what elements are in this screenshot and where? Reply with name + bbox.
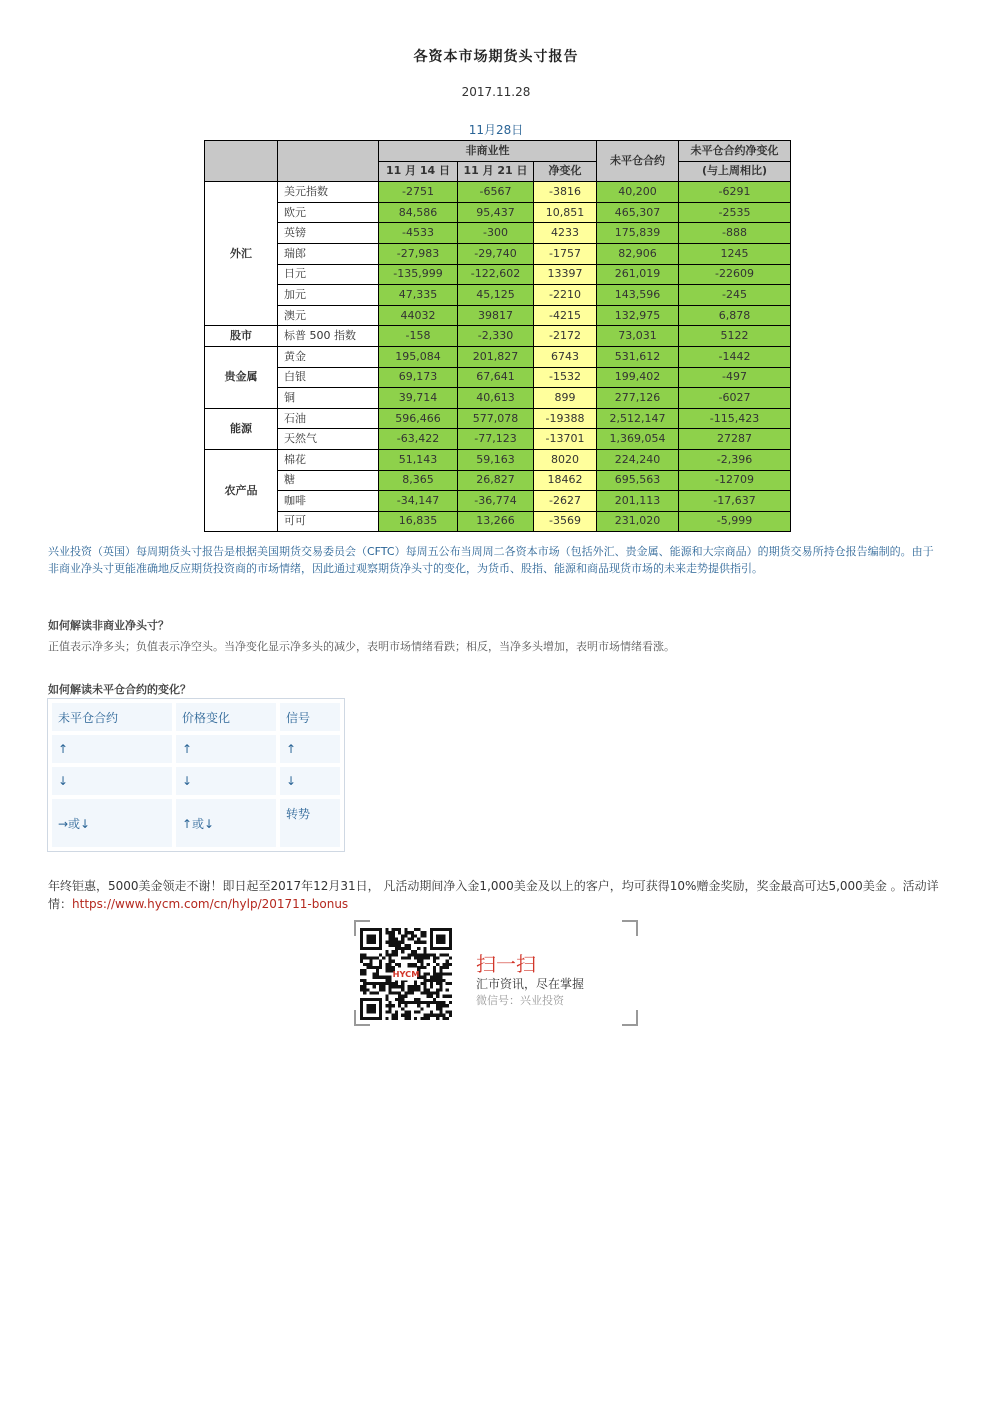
open-interest-cell: 201,113 — [597, 491, 679, 512]
report-date: 2017.11.28 — [461, 85, 531, 99]
signal-header-oi: 未平仓合约 — [52, 703, 172, 731]
intro-paragraph: 兴业投资（英国）每周期货头寸报告是根据美国期货交易委员会（CFTC）每周五公布当周周二各资本市场（包括外汇、贵金属、能源和大宗商品）的期货交易所持仓报告编制的。由于非商业净头寸更能准确地反应期货投资商的市场情绪，因此通过观察期货净头寸的变化，为货币、股指、能源和商品现货市场的未来走势提供指引。 — [48, 545, 934, 575]
nov14-cell: -34,147 — [379, 491, 458, 512]
name-cell: 天然气 — [278, 429, 379, 450]
oi-change-cell: 1245 — [679, 243, 791, 264]
nov21-cell: -36,774 — [458, 491, 534, 512]
nov21-cell: -29,740 — [458, 243, 534, 264]
open-interest-cell: 143,596 — [597, 285, 679, 306]
nov14-cell: 44032 — [379, 305, 458, 326]
header-oi-change-note: (与上周相比) — [679, 161, 791, 182]
oi-change-cell: -2535 — [679, 202, 791, 223]
oi-change-cell: -497 — [679, 367, 791, 388]
nov14-cell: 69,173 — [379, 367, 458, 388]
promo-text: 年终钜惠，5000美金领走不谢！即日起至2017年12月31日， 凡活动期间净入金1,000美金及以上的客户，均可获得10%赠金奖励，奖金最高可达5,000美金 。活动详情： — [48, 879, 939, 911]
signal-row — [52, 735, 340, 763]
table-row — [205, 202, 791, 223]
oi-change-cell: 5122 — [679, 326, 791, 347]
signal-row — [52, 767, 340, 795]
promo-paragraph — [48, 877, 944, 913]
oi-change-cell: -6027 — [679, 388, 791, 409]
oi-change-cell: 6,878 — [679, 305, 791, 326]
table-row — [205, 367, 791, 388]
nov21-cell: -77,123 — [458, 429, 534, 450]
open-interest-cell: 695,563 — [597, 470, 679, 491]
change-cell: -2172 — [534, 326, 597, 347]
change-cell: -19388 — [534, 408, 597, 429]
name-cell: 瑞郎 — [278, 243, 379, 264]
nov14-cell: -158 — [379, 326, 458, 347]
nov14-cell: 195,084 — [379, 346, 458, 367]
qr-logo-text: HYCM — [392, 968, 420, 979]
nov14-cell: 51,143 — [379, 449, 458, 470]
change-cell: -1757 — [534, 243, 597, 264]
header-noncommercial: 非商业性 — [379, 141, 597, 162]
qr-slogan: 汇市资讯，尽在掌握 — [476, 977, 585, 991]
nov14-cell: -63,422 — [379, 429, 458, 450]
category-cell: 外汇 — [205, 182, 278, 326]
open-interest-cell: 1,369,054 — [597, 429, 679, 450]
name-cell: 可可 — [278, 511, 379, 532]
wechat-id: 微信号：兴业投资 — [476, 994, 564, 1007]
name-cell: 棉花 — [278, 449, 379, 470]
open-interest-cell: 465,307 — [597, 202, 679, 223]
oi-change-cell: -5,999 — [679, 511, 791, 532]
change-cell: -2627 — [534, 491, 597, 512]
qr-card — [354, 920, 638, 1026]
frame-corner — [622, 920, 638, 936]
promo-link[interactable]: https://www.hycm.com/cn/hylp/201711-bonus — [72, 897, 349, 911]
open-interest-cell: 531,612 — [597, 346, 679, 367]
oi-change-cell: -12709 — [679, 470, 791, 491]
signal-cell: ↑ — [176, 735, 276, 763]
header-oi-change: 未平仓合约净变化 — [679, 141, 791, 162]
open-interest-cell: 261,019 — [597, 264, 679, 285]
open-interest-cell: 82,906 — [597, 243, 679, 264]
open-interest-cell: 40,200 — [597, 182, 679, 203]
signal-cell: →或↓ — [52, 799, 172, 847]
table-row — [205, 511, 791, 532]
oi-change-cell: -22609 — [679, 264, 791, 285]
oi-change-cell: -6291 — [679, 182, 791, 203]
signal-row — [52, 799, 340, 847]
table-row — [205, 449, 791, 470]
name-cell: 美元指数 — [278, 182, 379, 203]
nov14-cell: -27,983 — [379, 243, 458, 264]
signal-cell: ↓ — [176, 767, 276, 795]
signal-cell: ↑ — [280, 735, 340, 763]
oi-change-cell: -888 — [679, 223, 791, 244]
open-interest-cell: 199,402 — [597, 367, 679, 388]
nov21-cell: 67,641 — [458, 367, 534, 388]
open-interest-cell: 224,240 — [597, 449, 679, 470]
table-row — [205, 388, 791, 409]
name-cell: 日元 — [278, 264, 379, 285]
name-cell: 咖啡 — [278, 491, 379, 512]
table-row — [205, 243, 791, 264]
name-cell: 黄金 — [278, 346, 379, 367]
report-subdate: 11月28日 — [468, 123, 524, 137]
change-cell: 8020 — [534, 449, 597, 470]
category-cell: 贵金属 — [205, 346, 278, 408]
table-row — [205, 408, 791, 429]
change-cell: 10,851 — [534, 202, 597, 223]
signal-table — [47, 698, 345, 852]
signal-cell: ↑ — [52, 735, 172, 763]
oi-change-cell: -115,423 — [679, 408, 791, 429]
header-nov21: 11 月 21 日 — [458, 161, 534, 182]
nov14-cell: 596,466 — [379, 408, 458, 429]
table-row — [205, 429, 791, 450]
change-cell: -4215 — [534, 305, 597, 326]
nov21-cell: -300 — [458, 223, 534, 244]
category-cell: 农产品 — [205, 449, 278, 531]
open-interest-cell: 132,975 — [597, 305, 679, 326]
page-title: 各资本市场期货头寸报告 — [413, 49, 579, 65]
change-cell: 6743 — [534, 346, 597, 367]
header-change: 净变化 — [534, 161, 597, 182]
header-nov14: 11 月 14 日 — [379, 161, 458, 182]
table-row — [205, 491, 791, 512]
name-cell: 糖 — [278, 470, 379, 491]
cot-table — [204, 140, 791, 532]
faq2-question: 如何解读未平仓合约的变化？ — [48, 683, 191, 696]
table-row — [205, 326, 791, 347]
name-cell: 铜 — [278, 388, 379, 409]
signal-cell: ↑或↓ — [176, 799, 276, 847]
nov21-cell: 39817 — [458, 305, 534, 326]
nov21-cell: 13,266 — [458, 511, 534, 532]
name-cell: 标普 500 指数 — [278, 326, 379, 347]
table-row — [205, 285, 791, 306]
signal-cell: ↓ — [52, 767, 172, 795]
name-cell: 英镑 — [278, 223, 379, 244]
oi-change-cell: -17,637 — [679, 491, 791, 512]
table-row — [205, 264, 791, 285]
nov21-cell: 45,125 — [458, 285, 534, 306]
header-blank-category — [205, 141, 278, 182]
cot-table-body — [205, 182, 791, 532]
nov14-cell: 47,335 — [379, 285, 458, 306]
nov21-cell: 201,827 — [458, 346, 534, 367]
nov21-cell: -2,330 — [458, 326, 534, 347]
qr-code-icon — [360, 928, 452, 1020]
nov21-cell: -6567 — [458, 182, 534, 203]
oi-change-cell: 27287 — [679, 429, 791, 450]
nov14-cell: -4533 — [379, 223, 458, 244]
nov14-cell: -135,999 — [379, 264, 458, 285]
nov21-cell: 577,078 — [458, 408, 534, 429]
nov21-cell: 40,613 — [458, 388, 534, 409]
nov14-cell: 8,365 — [379, 470, 458, 491]
nov21-cell: 95,437 — [458, 202, 534, 223]
header-blank-name — [278, 141, 379, 182]
table-row — [205, 346, 791, 367]
header-open-interest: 未平仓合约 — [597, 141, 679, 182]
name-cell: 欧元 — [278, 202, 379, 223]
nov14-cell: 16,835 — [379, 511, 458, 532]
name-cell: 加元 — [278, 285, 379, 306]
signal-header-price: 价格变化 — [176, 703, 276, 731]
table-row — [205, 470, 791, 491]
category-cell: 能源 — [205, 408, 278, 449]
table-row — [205, 305, 791, 326]
change-cell: -3569 — [534, 511, 597, 532]
oi-change-cell: -245 — [679, 285, 791, 306]
signal-cell: ↓ — [280, 767, 340, 795]
category-cell: 股市 — [205, 326, 278, 347]
signal-header-row — [52, 703, 340, 731]
nov14-cell: 39,714 — [379, 388, 458, 409]
table-row — [205, 223, 791, 244]
change-cell: 13397 — [534, 264, 597, 285]
name-cell: 石油 — [278, 408, 379, 429]
change-cell: -2210 — [534, 285, 597, 306]
change-cell: 4233 — [534, 223, 597, 244]
change-cell: 18462 — [534, 470, 597, 491]
change-cell: -13701 — [534, 429, 597, 450]
nov21-cell: -122,602 — [458, 264, 534, 285]
faq1-question: 如何解读非商业净头寸？ — [48, 619, 169, 632]
frame-corner — [622, 1010, 638, 1026]
scan-label: 扫一扫 — [476, 952, 536, 976]
table-row — [205, 182, 791, 203]
name-cell: 白银 — [278, 367, 379, 388]
faq1-answer: 正值表示净多头；负值表示净空头。当净变化显示净多头的减少，表明市场情绪看跌；相反，当净多头增加，表明市场情绪看涨。 — [48, 640, 675, 653]
open-interest-cell: 175,839 — [597, 223, 679, 244]
signal-cell: 转势 — [280, 799, 340, 847]
signal-header-signal: 信号 — [280, 703, 340, 731]
oi-change-cell: -2,396 — [679, 449, 791, 470]
nov21-cell: 59,163 — [458, 449, 534, 470]
change-cell: -3816 — [534, 182, 597, 203]
open-interest-cell: 231,020 — [597, 511, 679, 532]
oi-change-cell: -1442 — [679, 346, 791, 367]
name-cell: 澳元 — [278, 305, 379, 326]
nov14-cell: 84,586 — [379, 202, 458, 223]
nov21-cell: 26,827 — [458, 470, 534, 491]
open-interest-cell: 73,031 — [597, 326, 679, 347]
open-interest-cell: 277,126 — [597, 388, 679, 409]
nov14-cell: -2751 — [379, 182, 458, 203]
open-interest-cell: 2,512,147 — [597, 408, 679, 429]
change-cell: 899 — [534, 388, 597, 409]
change-cell: -1532 — [534, 367, 597, 388]
